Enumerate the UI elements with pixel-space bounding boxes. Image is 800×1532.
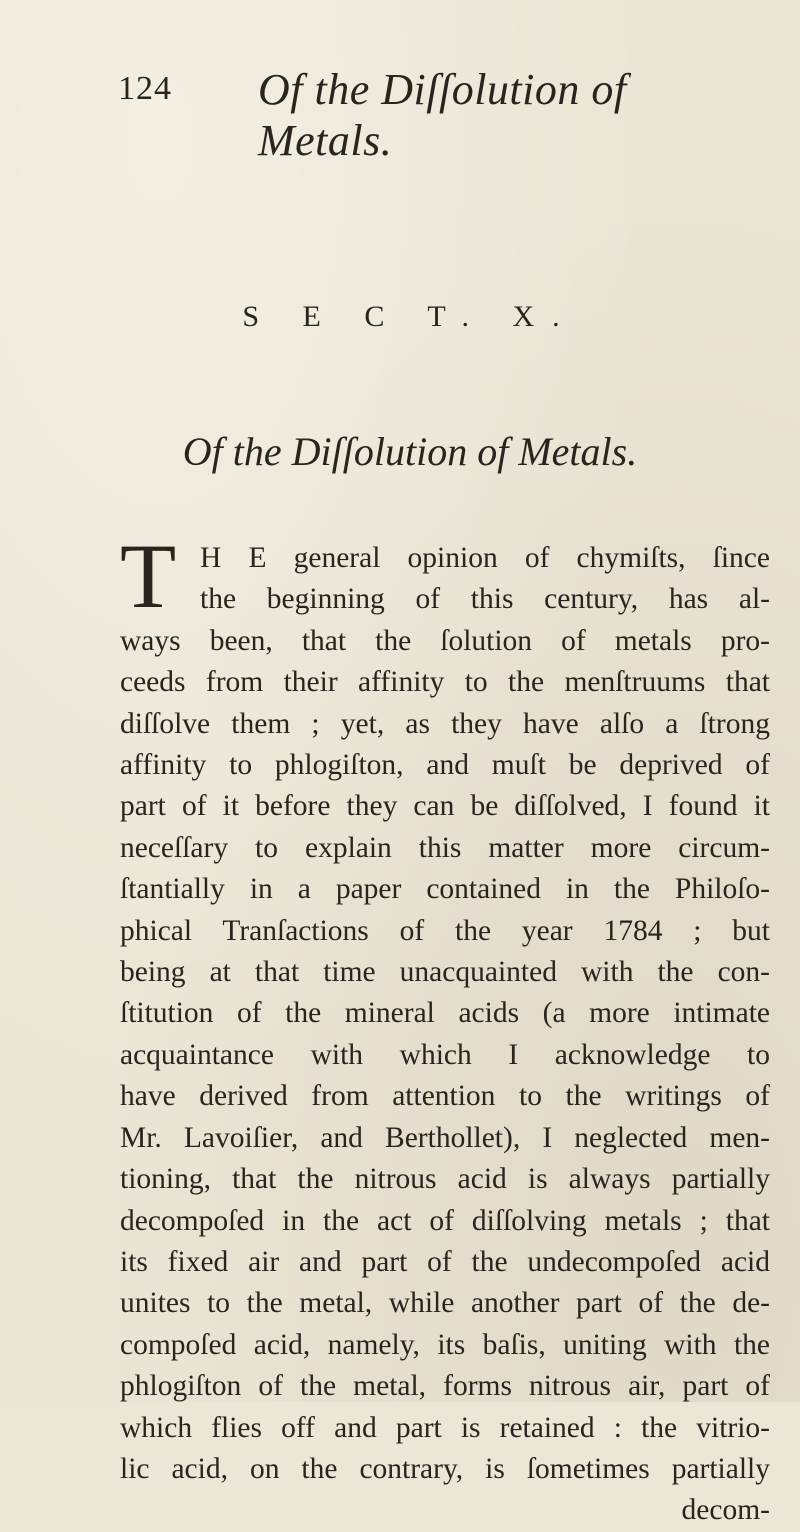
text-line: which flies off and part is retained : the vitrio-: [120, 1411, 770, 1444]
running-head: [118, 62, 718, 165]
text-line: its fixed air and part of the undecompoſed acid: [120, 1245, 770, 1278]
text-line: H E general opinion of chymiſts, ſince: [200, 542, 770, 574]
text-line: affinity to phlogiſton, and muſt be deprived of: [120, 749, 770, 782]
text-line: the beginning of this century, has al-: [200, 583, 770, 616]
text-line: phlogiſton of the metal, forms nitrous air, part of: [120, 1370, 770, 1403]
drop-cap: T: [120, 525, 177, 627]
text-line: neceſſary to explain this matter more circum-: [120, 831, 770, 864]
opening-paragraph: [120, 525, 770, 627]
text-line: ways been, that the ſolution of metals pro-: [120, 624, 770, 657]
text-line: have derived from attention to the writings of: [120, 1080, 770, 1113]
page-number: 124: [118, 70, 172, 107]
text-line: being at that time unacquainted with the con-: [120, 956, 770, 989]
section-label: S E C T. X.: [242, 300, 578, 333]
catchword: decom-: [681, 1494, 770, 1527]
text-line: compoſed acid, namely, its baſis, uniting with the: [120, 1328, 770, 1361]
text-line: ſtitution of the mineral acids (a more intimate: [120, 997, 770, 1030]
text-line: part of it before they can be diſſolved, I found it: [120, 790, 770, 823]
text-line: decompoſed in the act of diſſolving metals ; that: [120, 1204, 770, 1237]
text-line: diſſolve them ; yet, as they have alſo a ſtrong: [120, 707, 770, 740]
text-line: lic acid, on the contrary, is ſometimes partially: [120, 1452, 770, 1485]
running-head-title: Of the Diſſolution of Metals.: [258, 65, 627, 165]
text-line: phical Tranſactions of the year 1784 ; but: [120, 914, 770, 947]
text-line: Mr. Lavoiſier, and Berthollet), I neglected men-: [120, 1121, 770, 1154]
text-line: ſtantially in a paper contained in the Philoſo-: [120, 873, 770, 906]
text-line: unites to the metal, while another part of the de-: [120, 1287, 770, 1320]
text-line: tioning, that the nitrous acid is always partially: [120, 1163, 770, 1196]
text-line: acquaintance with which I acknowledge to: [120, 1038, 770, 1071]
text-line: ceeds from their affinity to the menſtruums that: [120, 666, 770, 699]
section-title: Of the Diſſolution of Metals.: [182, 429, 638, 474]
body-text: [120, 525, 770, 1532]
